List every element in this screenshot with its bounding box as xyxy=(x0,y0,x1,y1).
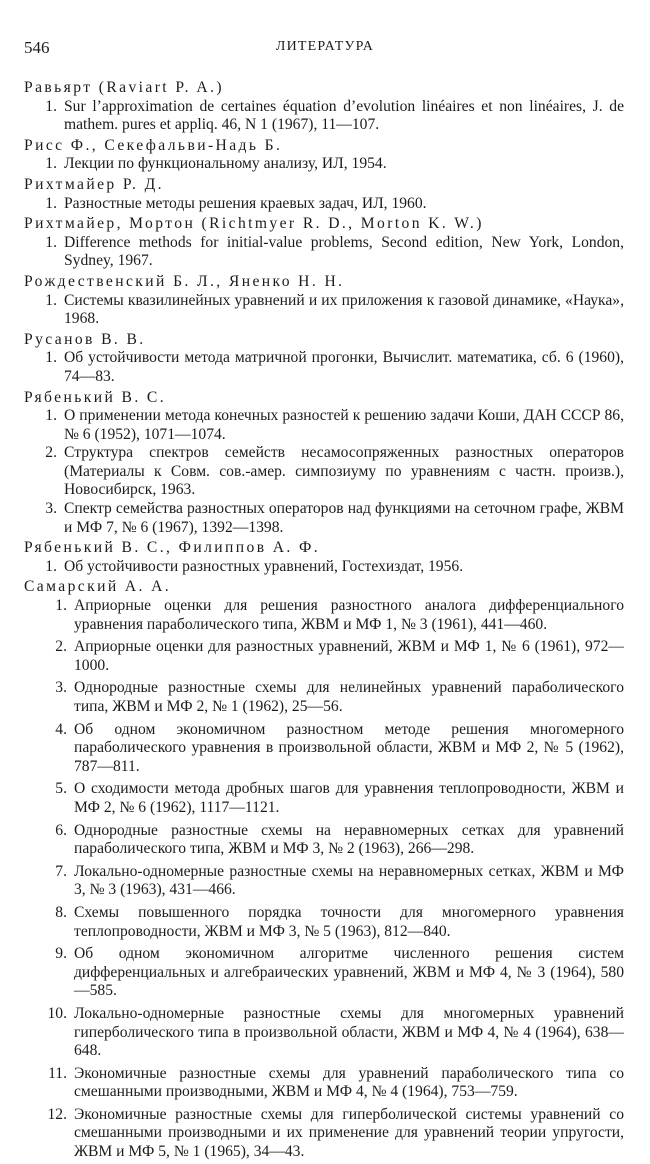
reference-item xyxy=(24,1106,624,1162)
reference-text: Difference methods for initial-value problems, Second edition, New York, London, Sydney, 1967. xyxy=(64,233,624,270)
reference-text: Схемы повышенного порядка точности для многомерного уравнения теплопроводности, ЖВМ и МФ 3, № 5 (1963), 812—840. xyxy=(74,903,624,940)
reference-number: 9. xyxy=(55,945,67,963)
bib-entry xyxy=(24,79,624,135)
reference-number: 2. xyxy=(45,444,57,462)
reference-text: Об одном экономичном алгоритме численного решения систем дифференциальных и алгебраических уравнений, ЖВМ и МФ 4, № 3 (1964), 580—585. xyxy=(74,945,624,1000)
reference-number: 6. xyxy=(55,821,67,839)
reference-text: О сходимости метода дробных шагов для уравнения теплопроводности, ЖВМ и МФ 2, № 6 (1962), 1117—1121. xyxy=(74,780,624,816)
entry-author: Равьярт (Raviart P. A.) xyxy=(24,79,224,96)
reference-text: Разностные методы решения краевых задач, ИЛ, 1960. xyxy=(64,194,427,212)
reference-number: 1. xyxy=(45,557,57,575)
reference-number: 1. xyxy=(45,349,57,367)
reference-item xyxy=(24,407,624,444)
reference-item xyxy=(24,638,624,675)
reference-item xyxy=(24,822,624,859)
reference-text: Об устойчивости метода матричной прогонки, Вычислит. математика, сб. 6 (1960), 74—83. xyxy=(64,349,624,385)
reference-number: 1. xyxy=(45,155,57,173)
reference-number: 1. xyxy=(45,407,57,425)
reference-text: Локально-одномерные разностные схемы для многомерных уравнений гиперболического типа в произвольной области, ЖВМ и МФ 4, № 4 (1964), 638—648. xyxy=(74,1004,624,1060)
reference-number: 1. xyxy=(55,597,67,615)
reference-text: Системы квазилинейных уравнений и их приложения к газовой динамике, «Наука», 1968. xyxy=(64,291,624,328)
reference-item xyxy=(24,904,624,941)
bib-entry xyxy=(24,215,624,271)
entry-author: Рисс Ф., Секефальви-Надь Б. xyxy=(24,136,283,154)
reference-number: 1. xyxy=(45,97,57,115)
reference-item xyxy=(24,500,624,537)
reference-item xyxy=(24,1065,624,1102)
entry-author: Рихтмайер Р. Д. xyxy=(24,175,164,193)
reference-number: 8. xyxy=(55,903,67,921)
bibliography-list xyxy=(24,79,624,1164)
reference-text: Однородные разностные схемы на неравномерных сетках для уравнений параболического типа, ЖВМ и МФ 3, № 2 (1963), 266—298. xyxy=(74,821,624,858)
reference-number: 1. xyxy=(45,194,57,212)
reference-text: Локально-одномерные разностные схемы на неравномерных сетках, ЖВМ и МФ 3, № 3 (1963), 431—466. xyxy=(74,862,624,899)
entry-author: Самарский А. А. xyxy=(24,578,172,596)
reference-text: Однородные разностные схемы для нелинейных уравнений параболического типа, ЖВМ и МФ 2, № 1 (1962), 25—56. xyxy=(74,679,624,715)
reference-item xyxy=(24,945,624,1001)
entry-author: Рождественский Б. Л., Яненко Н. Н. xyxy=(24,272,345,290)
reference-text: Об одном экономичном разностном методе решения многомерного параболического уравнения в произвольной области, ЖВМ и МФ 2, № 5 (1962), 787—811. xyxy=(74,720,624,775)
bib-entry xyxy=(24,539,624,576)
reference-number: 1. xyxy=(45,291,57,309)
entry-author: Рябенький В. С., Филиппов А. Ф. xyxy=(24,539,321,557)
reference-item xyxy=(24,155,624,174)
page-header xyxy=(0,38,650,58)
bib-entry xyxy=(24,389,624,538)
reference-number: 7. xyxy=(55,862,67,880)
reference-text: Sur l’approximation de certaines équation d’evolution linéaires et non linéaires, J. de mathem. pures et appliq. 46, N 1 (1967), 11—107. xyxy=(64,97,624,134)
reference-number: 11. xyxy=(48,1064,67,1082)
reference-item xyxy=(24,721,624,777)
reference-number: 12. xyxy=(47,1105,67,1123)
entry-author: Русанов В. В. xyxy=(24,330,146,348)
reference-item xyxy=(24,780,624,817)
bib-entry xyxy=(24,331,624,387)
entry-author: Рихтмайер, Мортон (Richtmyer R. D., Morton K. W.) xyxy=(24,215,484,233)
reference-text: О применении метода конечных разностей к решению задачи Коши, ДАН СССР 86, № 6 (1952), 1071—1074. xyxy=(64,407,624,443)
reference-number: 5. xyxy=(55,780,67,798)
page-number: 546 xyxy=(24,38,50,57)
reference-number: 1. xyxy=(45,233,57,251)
reference-text: Спектр семейства разностных операторов над функциями на сеточном графе, ЖВМ и МФ 7, № 6 (1967), 1392—1398. xyxy=(64,500,624,536)
reference-item xyxy=(24,292,624,329)
reference-item xyxy=(24,195,624,214)
reference-number: 10. xyxy=(47,1004,67,1022)
reference-item xyxy=(24,98,624,135)
bib-entry xyxy=(24,176,624,213)
reference-number: 2. xyxy=(55,638,67,656)
reference-text: Экономичные разностные схемы для уравнений параболического типа со смешанными производными, ЖВМ и МФ 4, № 4 (1964), 753—759. xyxy=(74,1064,624,1101)
reference-number: 3. xyxy=(55,679,67,697)
reference-item xyxy=(24,1005,624,1061)
reference-item xyxy=(24,863,624,900)
reference-text: Экономичные разностные схемы для гиперболической системы уравнений со смешанными производными и их применение для уравнений теории упругости, ЖВМ и МФ 5, № 1 (1965), 34—43. xyxy=(74,1105,624,1161)
entry-author: Рябенький В. С. xyxy=(24,388,167,406)
reference-item xyxy=(24,597,624,634)
reference-number: 4. xyxy=(55,720,67,738)
reference-item xyxy=(24,349,624,386)
reference-text: Структура спектров семейств несамосопряженных разностных операторов (Материалы к Совм. сов.-амер. симпозиуму по уравнениям с частн. произв.), Новосибирск, 1963. xyxy=(64,444,624,499)
reference-text: Априорные оценки для решения разностного аналога дифференциального уравнения параболического типа, ЖВМ и МФ 1, № 3 (1961), 441—460. xyxy=(74,597,624,633)
bib-entry xyxy=(24,273,624,329)
reference-item xyxy=(24,234,624,271)
reference-item xyxy=(24,558,624,577)
reference-number: 3. xyxy=(45,500,57,518)
reference-item xyxy=(24,444,624,500)
reference-text: Об устойчивости разностных уравнений, Гостехиздат, 1956. xyxy=(64,557,464,575)
reference-text: Лекции по функциональному анализу, ИЛ, 1954. xyxy=(64,155,387,173)
running-title: ЛИТЕРАТУРА xyxy=(275,39,375,54)
bib-entry xyxy=(24,137,624,174)
bib-entry xyxy=(24,578,624,1161)
reference-text: Априорные оценки для разностных уравнений, ЖВМ и МФ 1, № 6 (1961), 972—1000. xyxy=(74,638,624,674)
reference-item xyxy=(24,679,624,716)
